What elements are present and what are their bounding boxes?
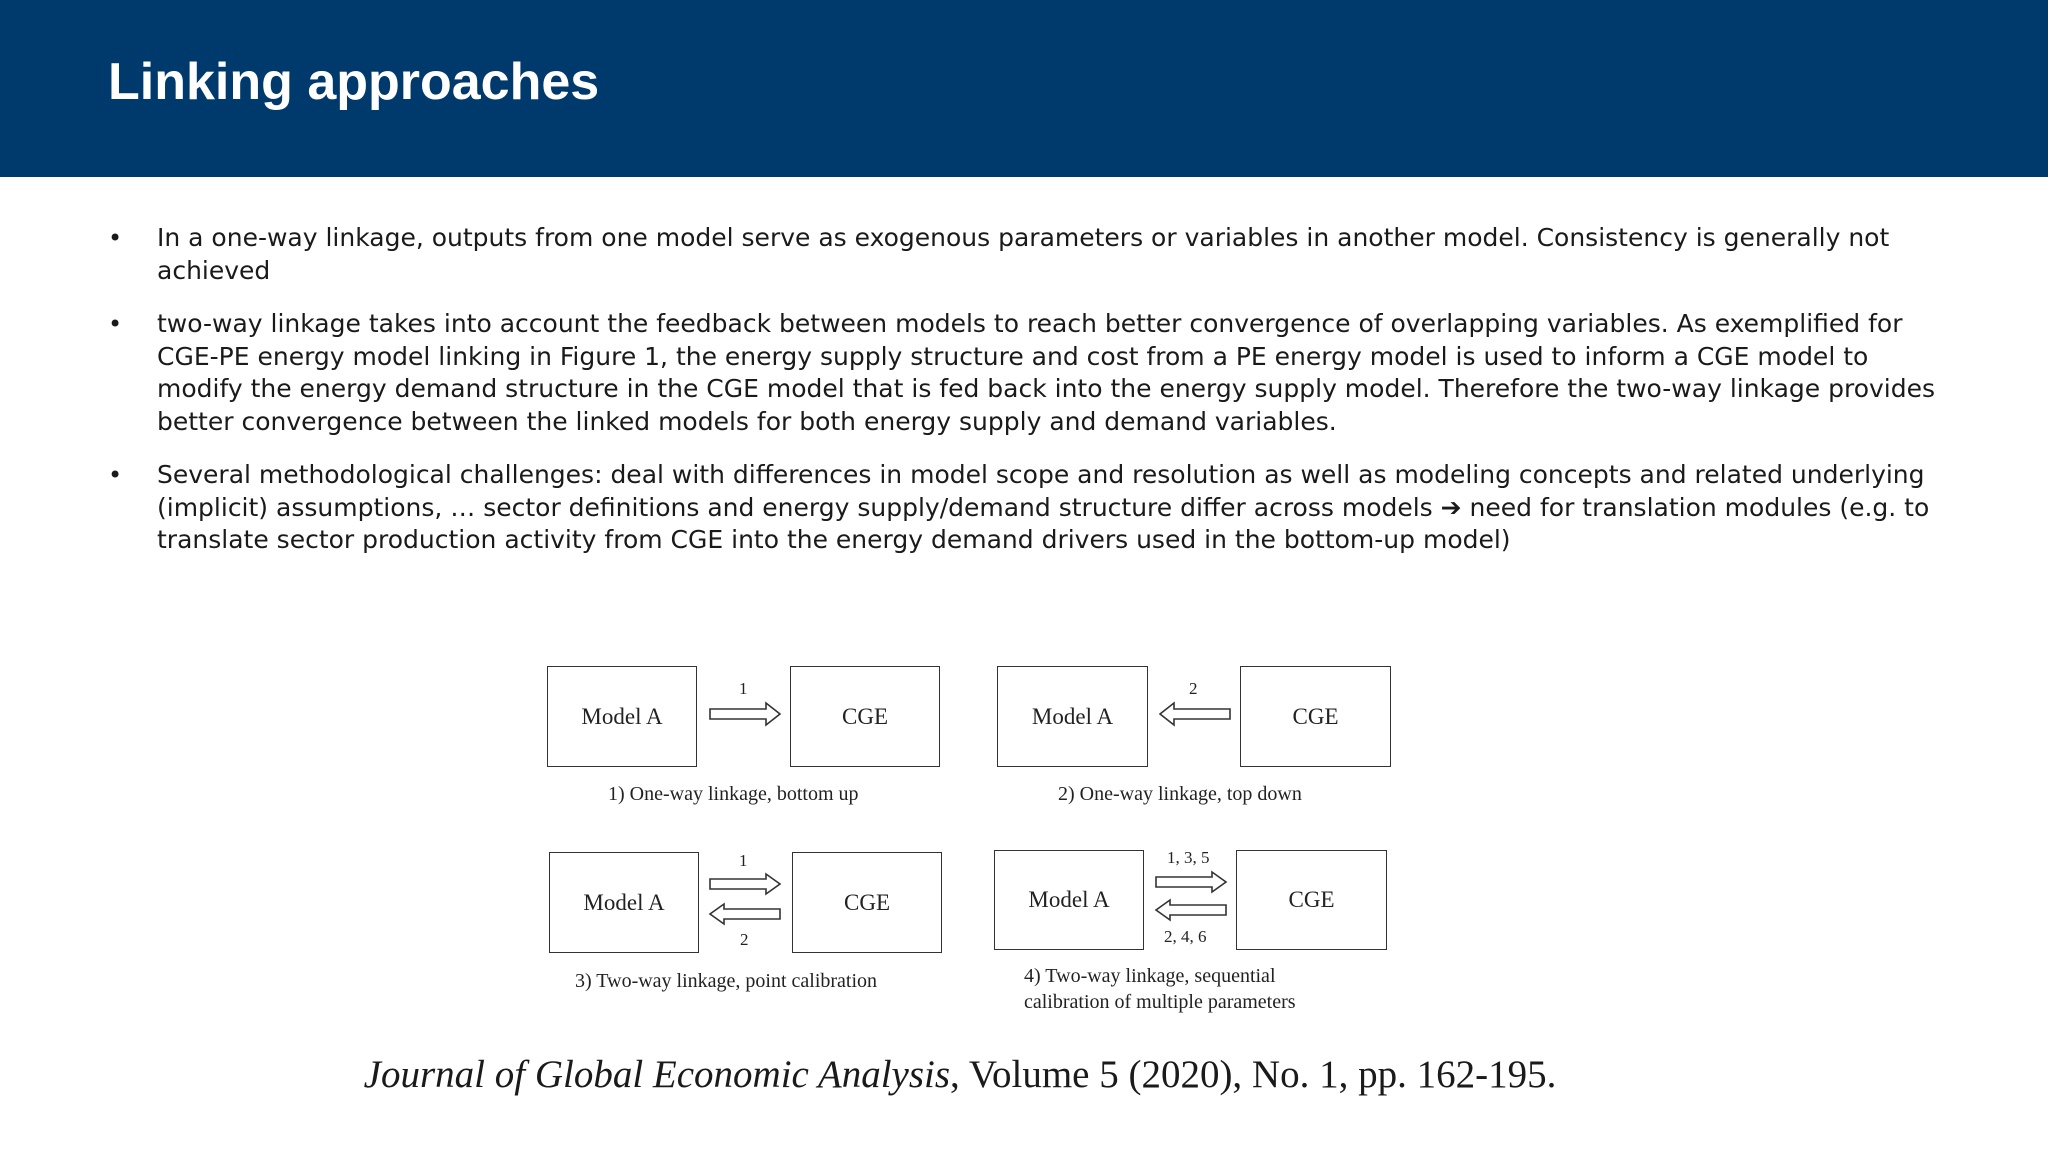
- panel3-cge-label: CGE: [844, 889, 890, 915]
- panel3-right-arrow-icon: [708, 872, 782, 896]
- panel4-cge-box: [1236, 850, 1387, 950]
- panel1-cge-box: [790, 666, 940, 767]
- bullet-text: two-way linkage takes into account the feedback between models to reach better convergence of overlapping variables. As exemplified for CGE-PE energy model linking in Figure 1, the energy supply structure and cost from a PE energy model is used to inform a CGE model to modify the energy demand structure in the CGE model that is fed back into the energy supply model. Therefore the two-way linkage provides better convergence between the linked models for both energy supply and demand variables.: [157, 309, 1936, 436]
- panel1-caption: 1) One-way linkage, bottom up: [608, 783, 859, 805]
- panel4-right-arrow-icon: [1154, 870, 1228, 894]
- bullet-list: [108, 222, 1938, 557]
- panel4-forward-steps-label: 1, 3, 5: [1167, 848, 1210, 867]
- bullet-text: In a one-way linkage, outputs from one model serve as exogenous parameters or variables in another model. Consistency is generally not achieved: [157, 223, 1890, 285]
- panel2-left-arrow-icon: [1158, 701, 1232, 727]
- panel4-model-a-box: [994, 850, 1144, 950]
- bullet-item: [108, 459, 1938, 557]
- bullet-marker: •: [108, 224, 123, 252]
- panel3-left-arrow-icon: [708, 902, 782, 926]
- panel3-feedback-step-label: 2: [740, 930, 749, 949]
- citation: [0, 1052, 1920, 1097]
- panel2-model-a-label: Model A: [1031, 703, 1114, 729]
- bullet-item: [108, 222, 1938, 287]
- panel4-caption-line2: calibration of multiple parameters: [1024, 991, 1296, 1013]
- bullet-item: [108, 308, 1938, 438]
- panel3-model-a-box: [549, 852, 699, 953]
- panel4-model-a-label: Model A: [1028, 887, 1110, 912]
- panel4-caption-line1: 4) Two-way linkage, sequential: [1024, 965, 1276, 987]
- panel2-caption: 2) One-way linkage, top down: [1058, 783, 1302, 805]
- panel2-step-label: 2: [1189, 679, 1198, 698]
- slide-title: Linking approaches: [108, 53, 600, 111]
- panel2-cge-label: CGE: [1292, 703, 1339, 729]
- citation-details: , Volume 5 (2020), No. 1, pp. 162-195.: [950, 1053, 1557, 1096]
- panel1-model-a-label: Model A: [581, 703, 663, 729]
- panel3-cge-box: [792, 852, 942, 953]
- panel3-caption: 3) Two-way linkage, point calibration: [575, 970, 878, 992]
- panel4-feedback-steps-label: 2, 4, 6: [1164, 927, 1207, 946]
- panel4-cge-label: CGE: [1288, 887, 1335, 912]
- bullet-text-continued: need for translation modules (e.g. to translate sector production activity from CGE into the energy demand drivers used in the bottom-up model): [157, 492, 1930, 554]
- panel3-forward-step-label: 1: [739, 851, 748, 870]
- bullet-text: Several methodological challenges: deal with differences in model scope and resolution as well as modeling concepts and related underlying (implicit) assumptions, … sector definitions and energy supply/demand structure differ across models: [157, 460, 1925, 522]
- panel1-cge-label: CGE: [842, 703, 888, 729]
- right-arrow-icon: ➔: [1440, 492, 1462, 522]
- panel4-left-arrow-icon: [1154, 898, 1228, 922]
- bullet-marker: •: [108, 461, 123, 489]
- title-bar: [0, 0, 2048, 177]
- panel1-right-arrow-icon: [708, 701, 782, 727]
- panel1-step-label: 1: [739, 679, 748, 698]
- panel3-model-a-label: Model A: [583, 889, 665, 915]
- panel1-model-a-box: [547, 666, 697, 767]
- panel2-cge-box: [1240, 666, 1391, 767]
- citation-journal: Journal of Global Economic Analysis: [363, 1053, 951, 1096]
- bullet-marker: •: [108, 310, 123, 338]
- panel2-model-a-box: [997, 666, 1148, 767]
